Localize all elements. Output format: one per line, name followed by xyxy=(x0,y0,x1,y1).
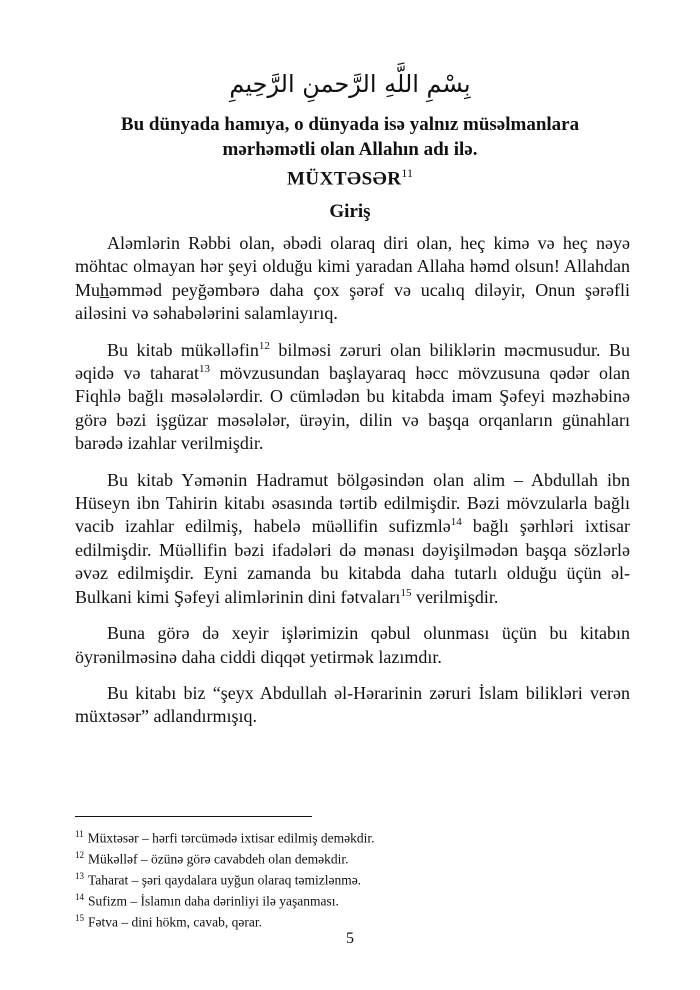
paragraph-2-text-b: bilməsi zəruri olan biliklərin məcmusudur. Bu əqidə və taharat xyxy=(75,339,630,384)
paragraph-1 xyxy=(75,232,630,326)
footnote-number: 15 xyxy=(75,913,84,924)
page-number: 5 xyxy=(346,930,354,947)
footnote-number: 13 xyxy=(75,871,84,882)
footnote-item xyxy=(75,826,635,847)
footnote-item xyxy=(75,847,635,868)
footnote-text: Mükəlləf – özünə görə cavabdeh olan deməkdir. xyxy=(88,851,349,867)
footnote-number: 11 xyxy=(75,829,84,839)
footnote-ref-15[interactable]: 15 xyxy=(400,586,412,599)
paragraph-2-text-c: mövzusundan başlayaraq həcc mövzusuna qədər olan Fiqhlə bağlı məsələlərdir. O cümlədən bu kitabda imam Şəfeyi məzhəbinə görə bəzi işgüzar məsələlər, ürəyin, dilin və başqa orqanların günahları barədə izahlar verilmişdir. xyxy=(75,363,630,454)
section-title xyxy=(0,166,700,190)
footnotes xyxy=(75,826,635,931)
footnote-number: 14 xyxy=(75,892,84,903)
footnote-ref-13[interactable]: 13 xyxy=(198,363,210,376)
paragraph-1-text-c: əmməd peyğəmbərə daha çox şərəf və ucalıq diləyir, Onun şərəfli ailəsini və səhabələrini salamlayırıq. xyxy=(75,279,630,324)
paragraph-3 xyxy=(75,469,630,609)
footnote-item xyxy=(75,889,635,910)
footnote-divider xyxy=(75,816,312,817)
basmala-calligraphy: بِسْمِ اللَّهِ الرَّحمنِ الرَّحِيمِ xyxy=(229,70,471,98)
footnote-ref-12[interactable]: 12 xyxy=(258,339,270,352)
intro-dedication xyxy=(90,112,610,162)
body-text xyxy=(75,232,630,742)
paragraph-3-text-b: bağlı şərhləri ixtisar edilmişdir. Müəllifin bəzi ifadələri də mənası dəyişilmədən başqa sözlərlə əvəz edilmişdir. Eyni zamanda bu kitabda daha tutarlı olduğu üçün əl-Bulkani kimi Şəfeyi alimlərinin dini fətvaları xyxy=(75,516,630,607)
paragraph-2 xyxy=(75,339,630,456)
paragraph-1-underlined-letter: h xyxy=(100,279,110,300)
footnote-text: Taharat – şəri qaydalara uyğun olaraq təmizlənmə. xyxy=(88,872,362,888)
footnote-item xyxy=(75,910,635,931)
paragraph-5: Bu kitabı biz “şeyx Abdullah əl-Hərarinin zəruri İslam bilikləri verən müxtəsər” adlandırmışıq. xyxy=(75,682,630,727)
footnote-ref-14[interactable]: 14 xyxy=(450,516,462,529)
intro-line-1: Bu dünyada hamıya, o dünyada isə yalnız müsəlmanlara xyxy=(120,114,580,135)
footnote-number: 12 xyxy=(75,850,84,861)
title-text: MÜXTƏSƏR xyxy=(287,168,402,190)
footnote-text: Sufizm – İslamın daha dərinliyi ilə yaşanması. xyxy=(88,893,339,909)
paragraph-3-text-a: Bu kitab Yəmənin Hadramut bölgəsindən olan alim – Abdullah ibn Hüseyn ibn Tahirin kitabı əsasında tərtib edilmişdir. Bəzi mövzularla bağlı vacib izahlar edilmiş, habelə müəllifin sufizmlə xyxy=(75,469,630,537)
intro-line-2: mərhəmətli olan Allahın adı ilə. xyxy=(222,139,478,160)
paragraph-1-text-a: Aləmlərin Rəbbi olan, əbədi olaraq diri olan, heç kimə və heç nəyə möhtac olmayan hər şeyi olduğu kimi yaradan Allaha həmd olsun! Allahdan Mu xyxy=(75,233,630,300)
footnote-item xyxy=(75,868,635,889)
paragraph-3-text-c: verilmişdir. xyxy=(411,586,499,607)
paragraph-4: Buna görə də xeyir işlərimizin qəbul olunması üçün bu kitabın öyrənilməsinə daha ciddi diqqət yetirmək lazımdır. xyxy=(75,623,630,667)
section-subtitle: Giriş xyxy=(329,201,371,222)
footnote-text: Fətva – dini hökm, cavab, qərar. xyxy=(88,914,262,930)
paragraph-2-text-a: Bu kitab mükəlləfin xyxy=(107,339,259,360)
footnote-text: Müxtəsər – hərfi tərcümədə ixtisar edilmiş deməkdir. xyxy=(87,830,375,846)
title-footnote-ref[interactable]: 11 xyxy=(401,166,413,180)
